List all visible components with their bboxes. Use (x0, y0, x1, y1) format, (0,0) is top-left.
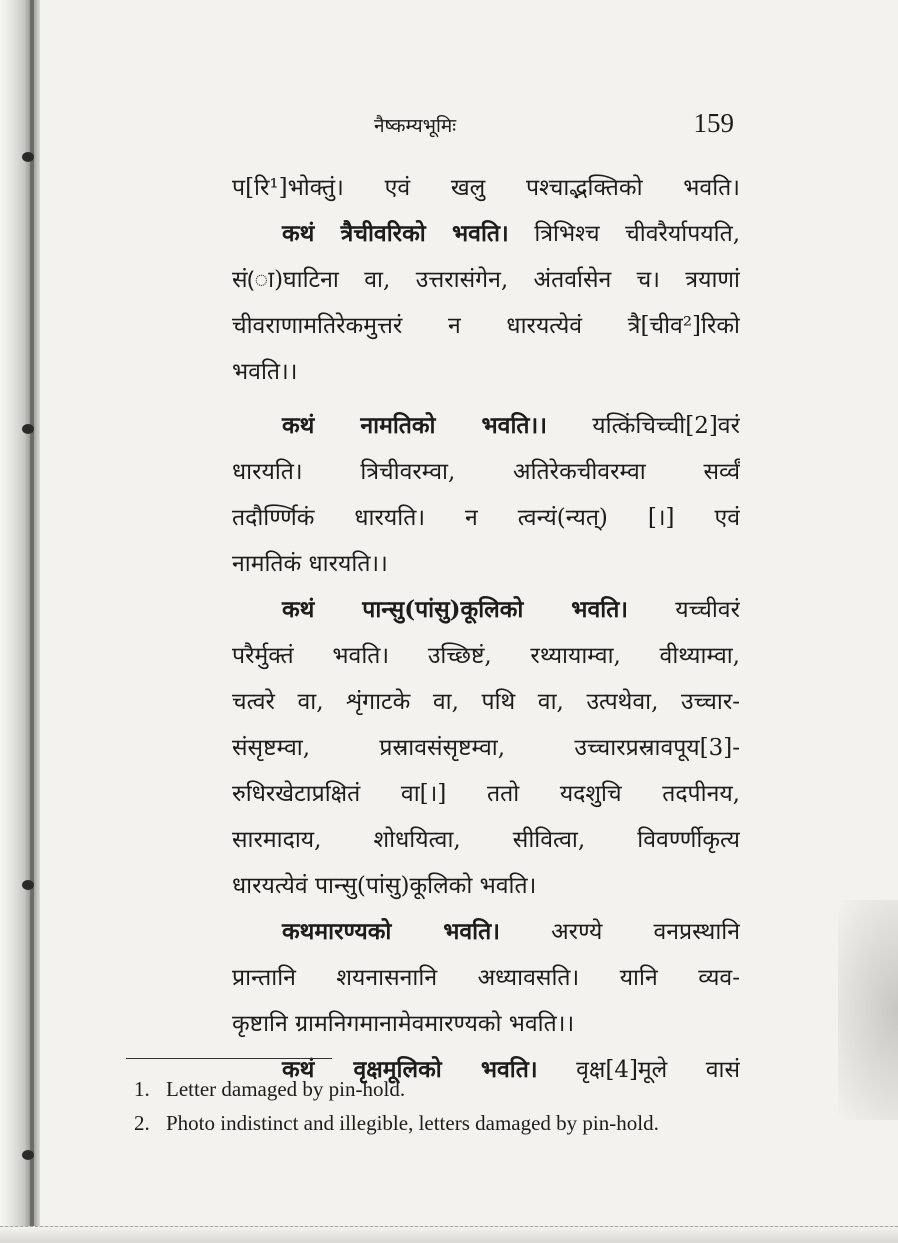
pin-hole-mark (22, 152, 34, 162)
text-line: सं(ा)घाटिना वा, उत्तरासंगेन, अंतर्वासेन च। त्रयाणां (232, 267, 740, 293)
page-header (230, 108, 740, 142)
pin-hole-mark (22, 424, 34, 434)
footnotes (134, 1072, 740, 1140)
text-line: प[रि¹]भोक्तुं। एवं खलु पश्चाद्भक्तिको भवति। (232, 175, 740, 201)
pin-hole-mark (22, 1150, 34, 1160)
text-line: भवति।। (232, 359, 298, 385)
footnote-text: Photo indistinct and illegible, letters damaged by pin-hold. (166, 1111, 659, 1135)
running-head: नैष्कम्यभूमिः (374, 115, 457, 137)
text-line (232, 587, 740, 633)
text-line (232, 211, 740, 257)
text-line: रुधिरखेटाप्रक्षितं वा[।] ततो यदशुचि तदपीनय, (232, 781, 740, 807)
text-line: कृष्टानि ग्रामनिगमानामेवमारण्यको भवति।। (232, 1011, 575, 1037)
footnote-text: Letter damaged by pin-hold. (166, 1077, 406, 1101)
page-bottom-edge (0, 1226, 898, 1243)
section-heading: कथमारण्यको भवति। (282, 918, 500, 945)
text-line: चीवराणामतिरेकमुत्तरं न धारयत्येवं त्रै[चीव²]रिको (232, 313, 740, 339)
page-shadow (838, 900, 898, 1120)
text-line: धारयत्येवं पान्सु(पांसु)कूलिको भवति। (232, 873, 537, 899)
text-line (232, 403, 740, 449)
text-run: त्रिभिश्च चीवरैर्यापयति, (534, 221, 740, 247)
text-line: तदौर्ण्णिकं धारयति। न त्वन्यं(न्यत्) [।] एवं (232, 505, 740, 531)
text-line: चत्वरे वा, शृंगाटके वा, पथि वा, उत्पथेवा, उच्चार- (232, 689, 740, 715)
section-heading: कथं पान्सु(पांसु)कूलिको भवति। (282, 596, 629, 623)
text-line: धारयति। त्रिचीवरम्वा, अतिरेकचीवरम्वा सर्व्वं (232, 459, 740, 485)
text-line: संसृष्टम्वा, प्रस्रावसंसृष्टम्वा, उच्चारप्रस्रावपूय[3]- (232, 735, 740, 761)
footnote-number: 2. (134, 1111, 150, 1135)
section-heading: कथं नामतिको भवति।। (282, 412, 547, 439)
page-number: 159 (693, 108, 734, 138)
text-run: वृक्ष[4]मूले वासं (576, 1057, 740, 1083)
footnote-number: 1. (134, 1077, 150, 1101)
spine-edge (30, 0, 34, 1230)
text-run: अरण्ये वनप्रस्थानि (551, 919, 740, 945)
pin-hole-mark (22, 880, 34, 890)
text-line (232, 909, 740, 955)
main-text (232, 165, 740, 1093)
text-run: यच्चीवरं (675, 597, 740, 623)
footnote-rule (126, 1058, 332, 1059)
text-line: नामतिकं धारयति।। (232, 551, 388, 577)
text-line: सारमादाय, शोधयित्वा, सीवित्वा, विवर्ण्णीकृत्य (232, 827, 740, 853)
section-heading: कथं वृक्षमूलिको भवति। (282, 1056, 538, 1083)
book-spine-shadow (0, 0, 40, 1243)
text-line: प्रान्तानि शयनासनानि अध्यावसति। यानि व्यव- (232, 965, 740, 991)
footnote (134, 1106, 740, 1140)
text-line: परैर्मुक्तं भवति। उच्छिष्टं, रथ्यायाम्वा, वीथ्याम्वा, (232, 643, 740, 669)
section-heading: कथं त्रैचीवरिको भवति। (282, 220, 509, 247)
text-run: यत्किंचिच्ची[2]वरं (592, 413, 740, 439)
footnote (134, 1072, 740, 1106)
